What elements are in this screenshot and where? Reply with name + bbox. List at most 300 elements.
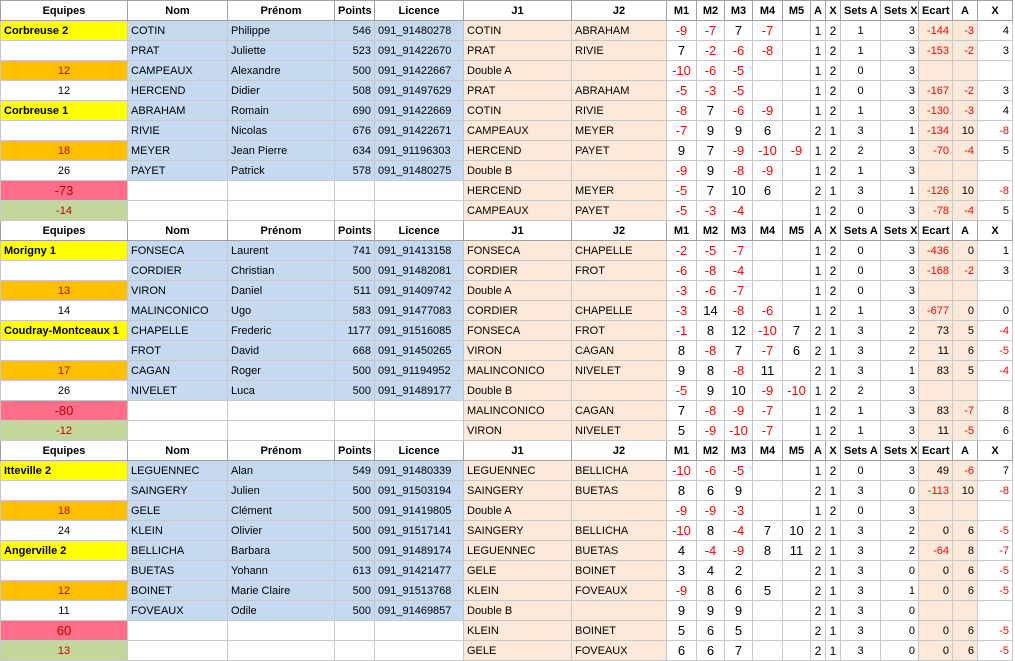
- player-firstname: Philippe: [228, 21, 335, 41]
- player-name: [128, 621, 228, 641]
- ecart-a: -2: [953, 41, 978, 61]
- set-score: 9: [697, 121, 725, 141]
- team-cell: -14: [1, 201, 128, 221]
- ecart-x: 8: [978, 401, 1013, 421]
- set-score: 5: [725, 621, 753, 641]
- set-score: -9: [667, 21, 697, 41]
- wins-a: 1: [811, 421, 826, 441]
- ecart: 73: [919, 321, 953, 341]
- wins-a: 1: [811, 301, 826, 321]
- player-firstname: Frederic: [228, 321, 335, 341]
- team-cell: 13: [1, 641, 128, 661]
- player-firstname: Nicolas: [228, 121, 335, 141]
- player-licence: [375, 201, 464, 221]
- sets-x: 3: [881, 241, 919, 261]
- sets-x: 1: [881, 121, 919, 141]
- sets-a: 0: [841, 201, 881, 221]
- set-score: 7: [725, 21, 753, 41]
- player-firstname: Luca: [228, 381, 335, 401]
- set-score: -7: [725, 281, 753, 301]
- player-points: 511: [335, 281, 375, 301]
- player-points: 741: [335, 241, 375, 261]
- player-licence: 091_91450265: [375, 341, 464, 361]
- set-score: -8: [725, 361, 753, 381]
- set-score: 8: [667, 481, 697, 501]
- ecart-x: [978, 601, 1013, 621]
- set-score: -8: [667, 101, 697, 121]
- player-name: CAGAN: [128, 361, 228, 381]
- team-cell: [1, 341, 128, 361]
- player-name: NIVELET: [128, 381, 228, 401]
- ecart-a: -7: [953, 401, 978, 421]
- player-firstname: Alan: [228, 461, 335, 481]
- match-player-2: BELLICHA: [572, 521, 667, 541]
- match-player-2: CAGAN: [572, 401, 667, 421]
- header-cell: Points: [335, 1, 375, 21]
- ecart-x: -5: [978, 621, 1013, 641]
- player-name: FROT: [128, 341, 228, 361]
- wins-x: 2: [826, 501, 841, 521]
- wins-a: 1: [811, 141, 826, 161]
- player-name: SAINGERY: [128, 481, 228, 501]
- header-row: [1, 441, 1013, 461]
- sets-a: 3: [841, 621, 881, 641]
- sets-a: 3: [841, 361, 881, 381]
- set-score: 8: [697, 361, 725, 381]
- table-row: [1, 281, 1013, 301]
- ecart-a: 5: [953, 321, 978, 341]
- set-score: 6: [697, 481, 725, 501]
- team-cell: 17: [1, 361, 128, 381]
- ecart-x: [978, 501, 1013, 521]
- wins-x: 2: [826, 201, 841, 221]
- set-score: [783, 241, 811, 261]
- team-cell: -12: [1, 421, 128, 441]
- ecart-x: -5: [978, 521, 1013, 541]
- match-player-1: KLEIN: [464, 621, 572, 641]
- ecart-a: 0: [953, 241, 978, 261]
- team-cell: [1, 261, 128, 281]
- wins-x: 2: [826, 101, 841, 121]
- set-score: -10: [753, 141, 783, 161]
- header-cell: A: [953, 221, 978, 241]
- player-firstname: Odile: [228, 601, 335, 621]
- sets-a: 0: [841, 281, 881, 301]
- ecart-a: -2: [953, 81, 978, 101]
- ecart-a: 0: [953, 301, 978, 321]
- team-cell: [1, 121, 128, 141]
- ecart: -167: [919, 81, 953, 101]
- team-cell: [1, 481, 128, 501]
- header-cell: Licence: [375, 441, 464, 461]
- wins-x: 2: [826, 281, 841, 301]
- wins-x: 2: [826, 141, 841, 161]
- ecart-x: 7: [978, 461, 1013, 481]
- sets-a: 3: [841, 521, 881, 541]
- match-player-1: Double A: [464, 501, 572, 521]
- wins-a: 2: [811, 561, 826, 581]
- ecart-x: 1: [978, 241, 1013, 261]
- set-score: [753, 561, 783, 581]
- table-row: [1, 481, 1013, 501]
- set-score: -5: [725, 461, 753, 481]
- table-row: [1, 321, 1013, 341]
- wins-a: 1: [811, 281, 826, 301]
- team-cell: Coudray-Montceaux 1: [1, 321, 128, 341]
- match-player-1: GELE: [464, 561, 572, 581]
- header-cell: A: [953, 441, 978, 461]
- header-row: [1, 221, 1013, 241]
- ecart: 11: [919, 341, 953, 361]
- player-licence: 091_91422667: [375, 61, 464, 81]
- player-licence: 091_91482081: [375, 261, 464, 281]
- set-score: [753, 601, 783, 621]
- player-firstname: Barbara: [228, 541, 335, 561]
- set-score: -2: [697, 41, 725, 61]
- player-name: MALINCONICO: [128, 301, 228, 321]
- player-firstname: [228, 181, 335, 201]
- player-licence: 091_91513768: [375, 581, 464, 601]
- player-points: [335, 621, 375, 641]
- sets-a: 3: [841, 321, 881, 341]
- match-player-2: RIVIE: [572, 41, 667, 61]
- set-score: 9: [667, 141, 697, 161]
- wins-x: 2: [826, 461, 841, 481]
- header-cell: Equipes: [1, 441, 128, 461]
- set-score: -6: [697, 61, 725, 81]
- wins-x: 2: [826, 421, 841, 441]
- match-player-2: [572, 501, 667, 521]
- set-score: [753, 481, 783, 501]
- set-score: -9: [667, 161, 697, 181]
- match-player-1: CAMPEAUX: [464, 121, 572, 141]
- set-score: [783, 301, 811, 321]
- wins-x: 1: [826, 581, 841, 601]
- match-player-1: HERCEND: [464, 141, 572, 161]
- player-name: FOVEAUX: [128, 601, 228, 621]
- ecart-a: 6: [953, 581, 978, 601]
- set-score: [783, 201, 811, 221]
- table-row: [1, 121, 1013, 141]
- player-firstname: Romain: [228, 101, 335, 121]
- player-name: FONSECA: [128, 241, 228, 261]
- ecart-x: 4: [978, 21, 1013, 41]
- ecart-x: 4: [978, 101, 1013, 121]
- header-cell: Equipes: [1, 221, 128, 241]
- player-points: [335, 641, 375, 661]
- set-score: 11: [753, 361, 783, 381]
- header-cell: M4: [753, 1, 783, 21]
- player-firstname: Christian: [228, 261, 335, 281]
- header-cell: M5: [783, 1, 811, 21]
- set-score: -8: [753, 41, 783, 61]
- table-row: [1, 401, 1013, 421]
- set-score: 6: [783, 341, 811, 361]
- set-score: 8: [667, 341, 697, 361]
- player-licence: 091_91422671: [375, 121, 464, 141]
- wins-x: 2: [826, 301, 841, 321]
- ecart-x: 3: [978, 41, 1013, 61]
- set-score: -5: [667, 181, 697, 201]
- set-score: -8: [697, 401, 725, 421]
- set-score: -9: [725, 541, 753, 561]
- ecart-a: 10: [953, 121, 978, 141]
- ecart-x: -7: [978, 541, 1013, 561]
- set-score: -7: [753, 401, 783, 421]
- player-points: [335, 181, 375, 201]
- ecart: -113: [919, 481, 953, 501]
- set-score: -7: [753, 341, 783, 361]
- set-score: -9: [667, 501, 697, 521]
- sets-a: 3: [841, 641, 881, 661]
- set-score: 5: [667, 421, 697, 441]
- set-score: -7: [753, 421, 783, 441]
- set-score: 8: [697, 521, 725, 541]
- set-score: [783, 601, 811, 621]
- sets-x: 3: [881, 201, 919, 221]
- set-score: [783, 281, 811, 301]
- wins-a: 2: [811, 341, 826, 361]
- ecart-a: [953, 281, 978, 301]
- sets-x: 3: [881, 61, 919, 81]
- player-licence: 091_91517141: [375, 521, 464, 541]
- header-cell: Sets X: [881, 1, 919, 21]
- set-score: -6: [753, 301, 783, 321]
- header-cell: X: [978, 221, 1013, 241]
- team-cell: 26: [1, 381, 128, 401]
- player-firstname: Jean Pierre: [228, 141, 335, 161]
- set-score: [753, 501, 783, 521]
- ecart: -144: [919, 21, 953, 41]
- set-score: 8: [697, 581, 725, 601]
- player-firstname: Didier: [228, 81, 335, 101]
- match-player-2: CAGAN: [572, 341, 667, 361]
- wins-x: 2: [826, 241, 841, 261]
- table-row: [1, 241, 1013, 261]
- match-player-2: BOINET: [572, 561, 667, 581]
- set-score: 10: [725, 181, 753, 201]
- header-cell: Ecart: [919, 441, 953, 461]
- sets-x: 3: [881, 281, 919, 301]
- player-points: 500: [335, 521, 375, 541]
- player-firstname: Laurent: [228, 241, 335, 261]
- wins-x: 1: [826, 181, 841, 201]
- wins-a: 2: [811, 361, 826, 381]
- wins-x: 2: [826, 381, 841, 401]
- ecart: 49: [919, 461, 953, 481]
- table-row: [1, 561, 1013, 581]
- ecart: [919, 281, 953, 301]
- player-points: 500: [335, 381, 375, 401]
- set-score: [783, 21, 811, 41]
- wins-a: 2: [811, 481, 826, 501]
- sets-x: 3: [881, 401, 919, 421]
- set-score: 7: [667, 41, 697, 61]
- set-score: [753, 621, 783, 641]
- sets-a: 1: [841, 41, 881, 61]
- team-cell: Corbreuse 1: [1, 101, 128, 121]
- player-points: 500: [335, 541, 375, 561]
- set-score: -10: [783, 381, 811, 401]
- set-score: 7: [783, 321, 811, 341]
- ecart: -78: [919, 201, 953, 221]
- sets-x: 3: [881, 141, 919, 161]
- sets-a: 3: [841, 341, 881, 361]
- set-score: -4: [725, 521, 753, 541]
- header-cell: M1: [667, 221, 697, 241]
- ecart-x: 3: [978, 81, 1013, 101]
- team-cell: 18: [1, 141, 128, 161]
- player-licence: 091_91516085: [375, 321, 464, 341]
- team-cell: -80: [1, 401, 128, 421]
- header-cell: X: [826, 441, 841, 461]
- match-player-1: LEGUENNEC: [464, 461, 572, 481]
- set-score: 7: [697, 101, 725, 121]
- match-player-1: Double B: [464, 161, 572, 181]
- set-score: 2: [725, 561, 753, 581]
- header-cell: Prénom: [228, 1, 335, 21]
- wins-a: 1: [811, 261, 826, 281]
- ecart-a: [953, 601, 978, 621]
- wins-a: 2: [811, 621, 826, 641]
- player-points: 583: [335, 301, 375, 321]
- ecart: [919, 601, 953, 621]
- table-row: [1, 541, 1013, 561]
- ecart-x: [978, 161, 1013, 181]
- match-player-2: [572, 381, 667, 401]
- set-score: -8: [697, 341, 725, 361]
- set-score: -9: [725, 141, 753, 161]
- player-name: [128, 201, 228, 221]
- header-cell: M2: [697, 441, 725, 461]
- header-cell: Nom: [128, 221, 228, 241]
- header-cell: A: [953, 1, 978, 21]
- match-player-2: [572, 601, 667, 621]
- table-body: [1, 1, 1013, 661]
- match-player-1: VIRON: [464, 341, 572, 361]
- set-score: [783, 501, 811, 521]
- player-points: [335, 421, 375, 441]
- match-player-1: MALINCONICO: [464, 401, 572, 421]
- set-score: [783, 461, 811, 481]
- sets-x: 3: [881, 381, 919, 401]
- header-cell: Ecart: [919, 1, 953, 21]
- player-licence: 091_91497629: [375, 81, 464, 101]
- set-score: -9: [753, 381, 783, 401]
- sets-a: 0: [841, 81, 881, 101]
- header-cell: M3: [725, 1, 753, 21]
- header-cell: M5: [783, 441, 811, 461]
- set-score: 9: [725, 601, 753, 621]
- set-score: -10: [667, 61, 697, 81]
- set-score: 8: [753, 541, 783, 561]
- ecart: 0: [919, 581, 953, 601]
- match-player-1: MALINCONICO: [464, 361, 572, 381]
- ecart-x: 0: [978, 301, 1013, 321]
- set-score: -6: [697, 461, 725, 481]
- player-name: [128, 421, 228, 441]
- player-firstname: [228, 621, 335, 641]
- wins-x: 1: [826, 521, 841, 541]
- team-cell: 13: [1, 281, 128, 301]
- wins-x: 1: [826, 481, 841, 501]
- set-score: -3: [697, 201, 725, 221]
- set-score: -5: [697, 241, 725, 261]
- wins-x: 2: [826, 261, 841, 281]
- set-score: [783, 181, 811, 201]
- ecart: -436: [919, 241, 953, 261]
- player-firstname: Clément: [228, 501, 335, 521]
- wins-a: 1: [811, 81, 826, 101]
- player-licence: 091_91196303: [375, 141, 464, 161]
- wins-x: 2: [826, 161, 841, 181]
- ecart-a: 6: [953, 561, 978, 581]
- table-row: [1, 381, 1013, 401]
- wins-a: 2: [811, 321, 826, 341]
- team-cell: Morigny 1: [1, 241, 128, 261]
- header-cell: Sets X: [881, 441, 919, 461]
- header-row: [1, 1, 1013, 21]
- header-cell: A: [811, 1, 826, 21]
- header-cell: M3: [725, 221, 753, 241]
- set-score: [753, 61, 783, 81]
- player-name: RIVIE: [128, 121, 228, 141]
- player-licence: 091_91477083: [375, 301, 464, 321]
- match-player-2: FOVEAUX: [572, 641, 667, 661]
- player-name: [128, 181, 228, 201]
- header-cell: Nom: [128, 1, 228, 21]
- match-player-2: PAYET: [572, 141, 667, 161]
- sets-x: 2: [881, 521, 919, 541]
- sets-a: 0: [841, 261, 881, 281]
- ecart-a: -4: [953, 141, 978, 161]
- ecart: [919, 381, 953, 401]
- set-score: [753, 261, 783, 281]
- player-points: 500: [335, 361, 375, 381]
- match-player-2: RIVIE: [572, 101, 667, 121]
- player-licence: 091_91480278: [375, 21, 464, 41]
- header-cell: J2: [572, 441, 667, 461]
- header-cell: M3: [725, 441, 753, 461]
- table-row: [1, 341, 1013, 361]
- set-score: -10: [753, 321, 783, 341]
- match-player-2: BUETAS: [572, 541, 667, 561]
- match-player-1: COTIN: [464, 21, 572, 41]
- ecart-x: -5: [978, 561, 1013, 581]
- sets-a: 0: [841, 501, 881, 521]
- table-row: [1, 21, 1013, 41]
- match-player-2: ABRAHAM: [572, 81, 667, 101]
- player-name: KLEIN: [128, 521, 228, 541]
- player-licence: [375, 641, 464, 661]
- wins-a: 1: [811, 41, 826, 61]
- ecart-a: 6: [953, 641, 978, 661]
- wins-a: 1: [811, 101, 826, 121]
- table-row: [1, 621, 1013, 641]
- set-score: -6: [725, 101, 753, 121]
- player-points: 634: [335, 141, 375, 161]
- set-score: 14: [697, 301, 725, 321]
- header-cell: Prénom: [228, 441, 335, 461]
- ecart: -677: [919, 301, 953, 321]
- header-cell: Sets X: [881, 221, 919, 241]
- ecart: 83: [919, 401, 953, 421]
- match-player-1: LEGUENNEC: [464, 541, 572, 561]
- header-cell: M4: [753, 441, 783, 461]
- player-points: [335, 201, 375, 221]
- player-points: 690: [335, 101, 375, 121]
- team-cell: 12: [1, 61, 128, 81]
